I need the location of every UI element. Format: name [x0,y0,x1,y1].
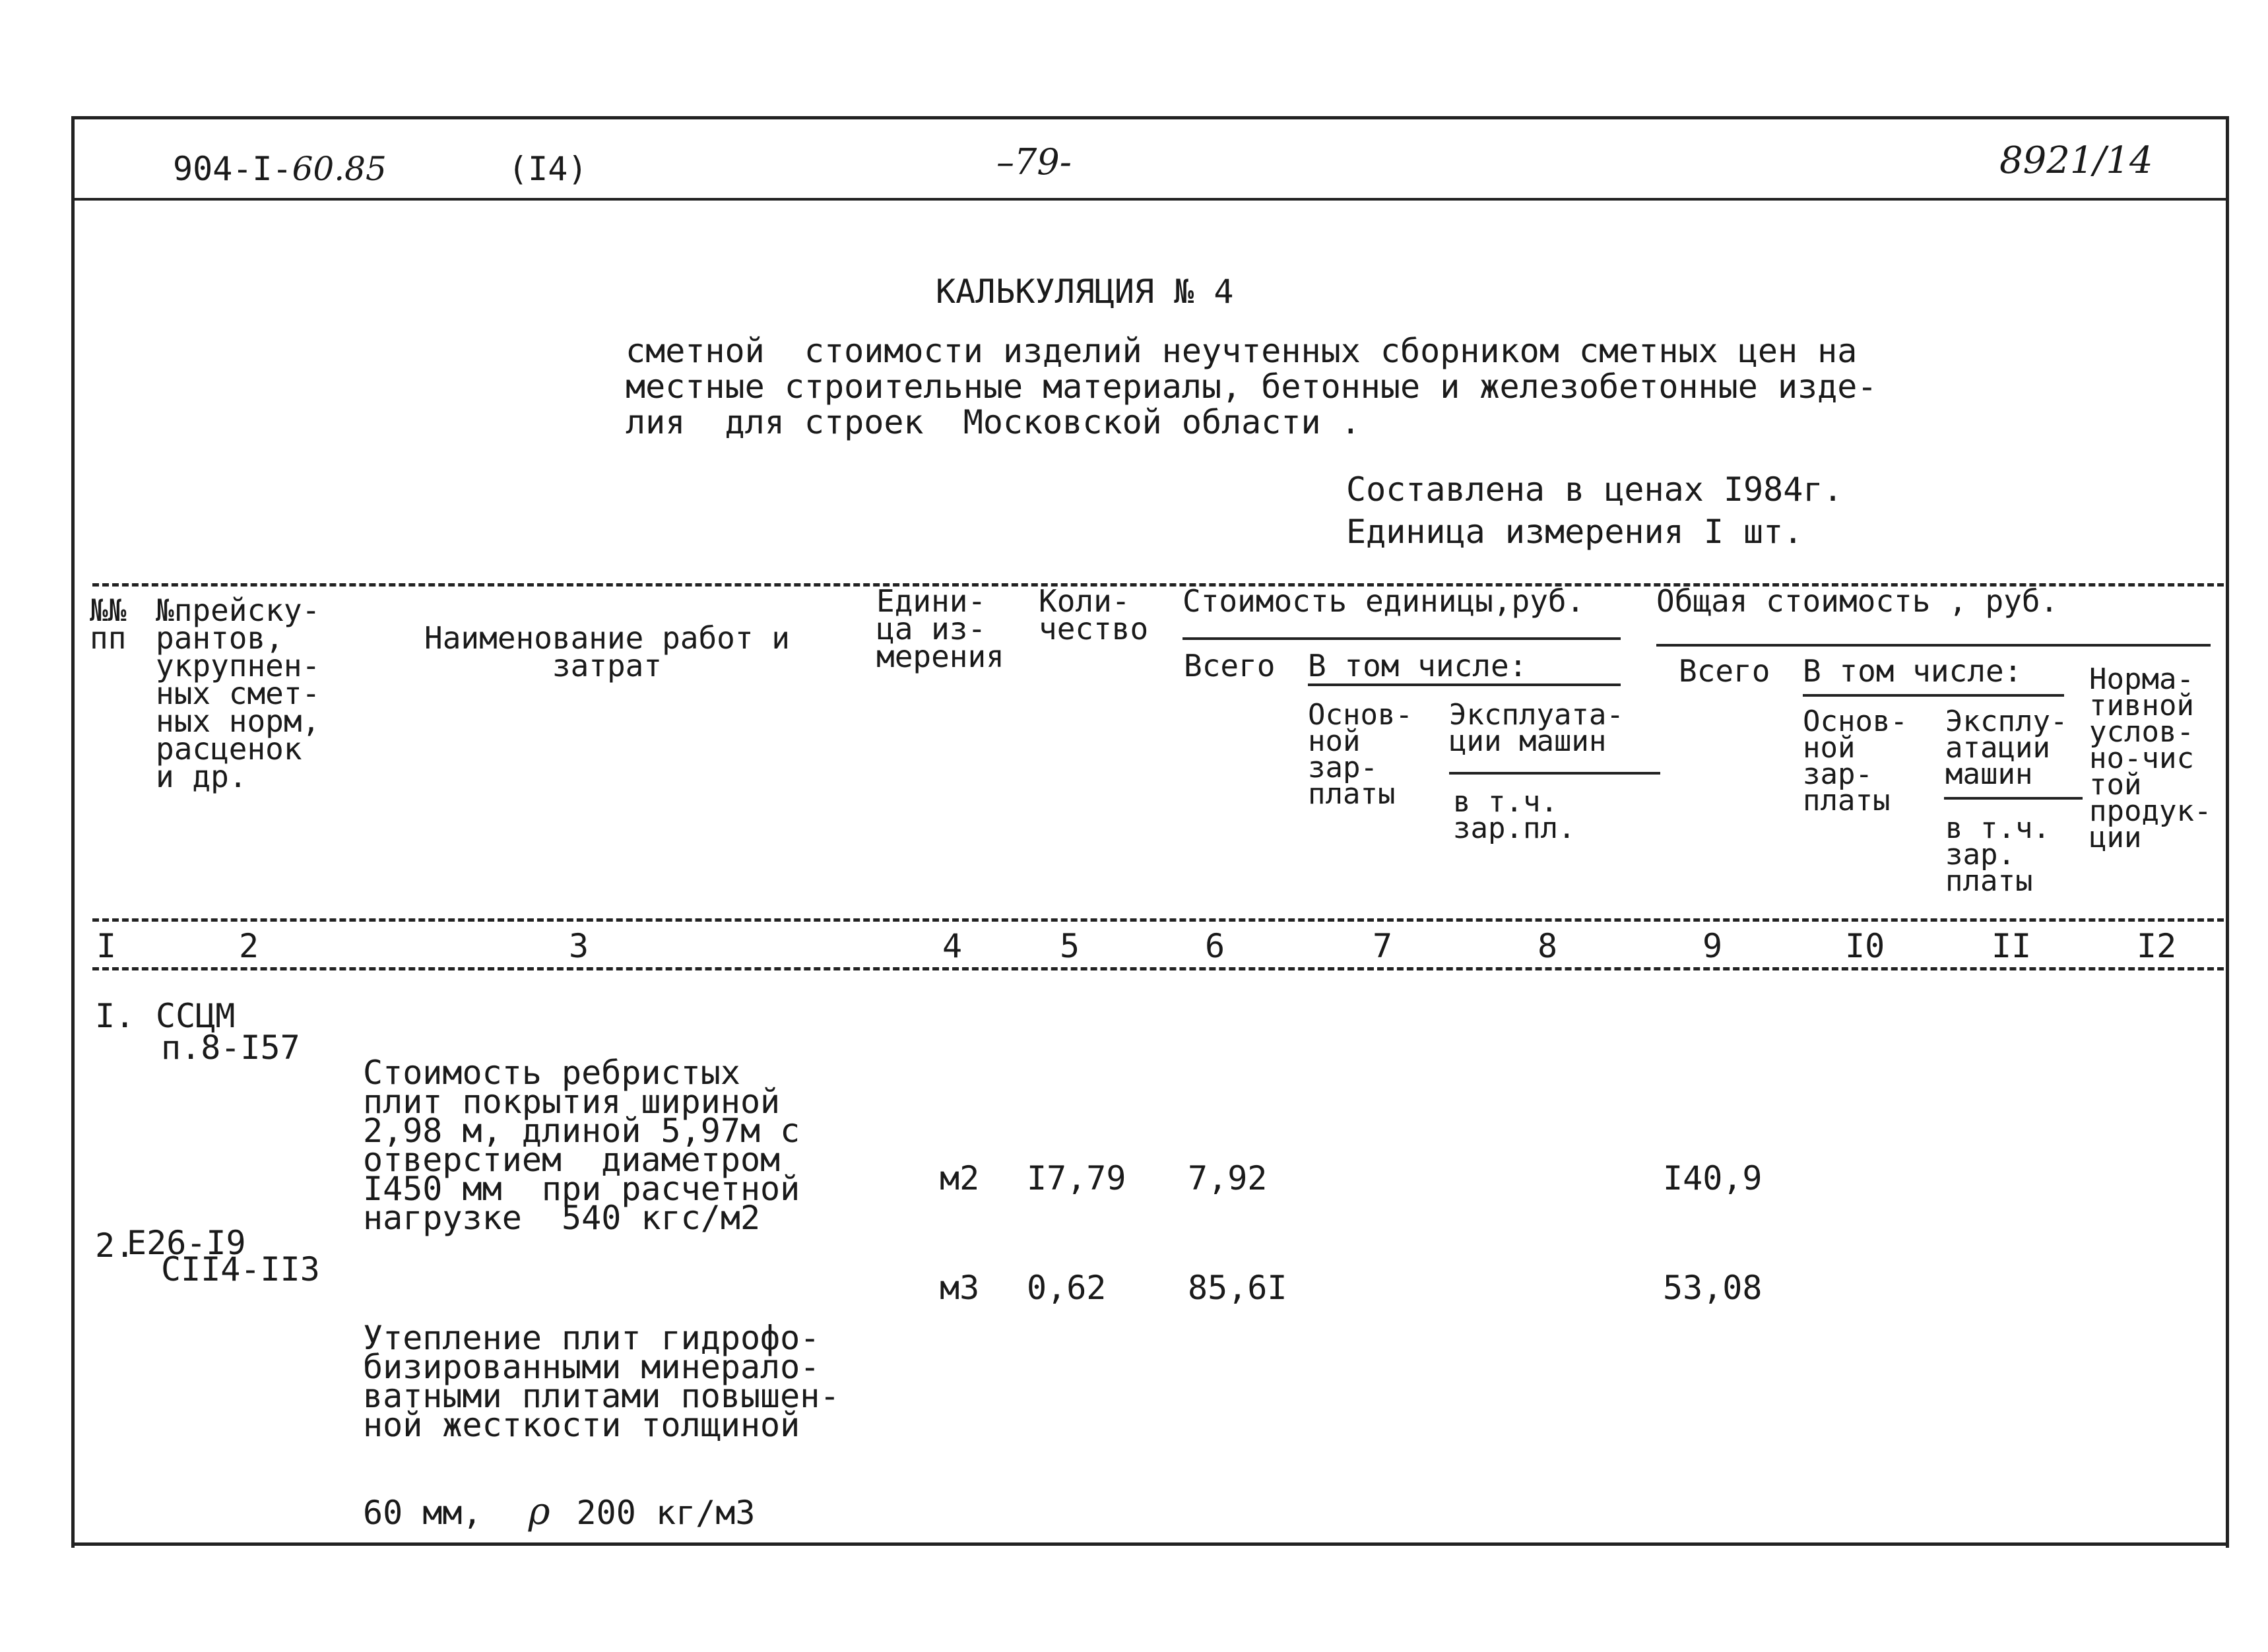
row2-reference: Е26-I9 СII4-II3 [127,1224,320,1288]
row1-quantity: I7,79 [1027,1159,1126,1197]
row2-number: 2. [95,1226,135,1265]
colnum-7: 7 [1373,927,1393,965]
header-unit-total: Всего [1184,648,1276,683]
colnum-1: I [96,927,117,965]
title-line-3: лия для строек Московской области . [626,403,1361,441]
inventory-number: 8921/14 [1999,139,2153,182]
column-numbers-bottom-dashed-line [92,967,2224,970]
colnum-2: 2 [239,927,259,965]
row2-unit: м3 [940,1269,980,1307]
total-cost-underline [1656,644,2211,647]
header-unit-incl-wage: в т.ч. зар.пл. [1453,785,1576,845]
header-unit-including: В том числе: [1308,648,1528,683]
unit-note: Единица измерения I шт. [1346,513,1803,551]
colnum-8: 8 [1538,927,1558,965]
header-col5: Коли- чество [1039,583,1149,647]
header-col1: №№ пп [90,592,127,656]
sheet-number: (I4) [508,150,588,188]
header-total-machines: Эксплу- атации машин [1945,705,2068,791]
row1-work-name: Стоимость ребристых плит покрытия шириной 2,98 м, длиной 5,97м с отверстием диаметром I450 мм при расчетной нагрузке 540 кгс/м2 [363,1054,800,1237]
doc-code: 904-I-60.85 [173,150,387,188]
colnum-10: I0 [1845,927,1885,965]
title-line-1: сметной стоимости изделий неучтенных сборником сметных цен на [626,332,1858,370]
header-total-incl-wage: в т.ч. зар. платы [1945,811,2050,898]
row2-unit-total: 85,6I [1188,1269,1287,1307]
header-unit-base-wage: Основ- ной зар- платы [1308,698,1413,811]
colnum-3: 3 [569,927,589,965]
header-col4: Едини- ца из- мерения [876,583,1004,674]
page-number: –79- [996,141,1072,183]
row2-grand-total: 53,08 [1663,1269,1763,1307]
colnum-11: II [1992,927,2032,965]
colnum-4: 4 [942,927,963,965]
row1-unit-total: 7,92 [1188,1159,1268,1197]
header-unit-machines: Эксплуата- ции машин [1449,698,1624,758]
row2-quantity: 0,62 [1027,1269,1107,1307]
row1-grand-total: I40,9 [1663,1159,1763,1197]
row1-unit: м2 [940,1159,980,1197]
colnum-6: 6 [1205,927,1225,965]
colnum-12: I2 [2137,927,2177,965]
row1-reference: ССЦМ п.8-I57 [156,997,300,1067]
frame-left-border [71,116,75,1548]
row1-number: I. [95,997,135,1035]
colnum-9: 9 [1702,927,1723,965]
header-normative: Норма- тивной услов- но-чис той продук- ции [2089,662,2212,854]
unit-including-underline [1308,683,1621,686]
prices-note: Составлена в ценах I984г. [1346,470,1843,509]
colnum-5: 5 [1060,927,1080,965]
column-numbers-top-dashed-line [92,918,2224,922]
header-total-cost: Общая стоимость , руб. [1656,583,2059,619]
row2-work-name: Утепление плит гидрофо- бизированными минерало- ватными плитами повышен- ной жесткости толщиной 60 мм, ρ 200 кг/м3 [363,1319,840,1533]
header-col3: Наименование работ и затрат [424,620,790,683]
frame-top-border [74,116,2228,119]
doc-code-handwritten: 60.85 [292,150,387,188]
header-col2: №прейску- рантов, укрупнен- ных смет- ных норм, расценок и др. [156,592,321,794]
row2-density-symbol: ρ [528,1490,550,1533]
total-machines-underline [1944,797,2083,800]
unit-machines-underline [1449,772,1660,775]
header-unit-cost: Стоимость единицы,руб. [1183,583,1585,619]
header-total-including: В том числе: [1803,653,2023,689]
document-heading: КАЛЬКУЛЯЦИЯ № 4 [936,272,1234,311]
frame-right-border [2226,116,2229,1548]
header-total-base-wage: Основ- ной зар- платы [1803,705,1908,817]
total-including-underline [1803,694,2064,697]
header-divider [74,198,2226,201]
header-grand-total: Всего [1679,653,1770,689]
unit-cost-underline [1183,637,1621,640]
title-line-2: местные строительные материалы, бетонные и железобетонные изде- [626,367,1877,406]
